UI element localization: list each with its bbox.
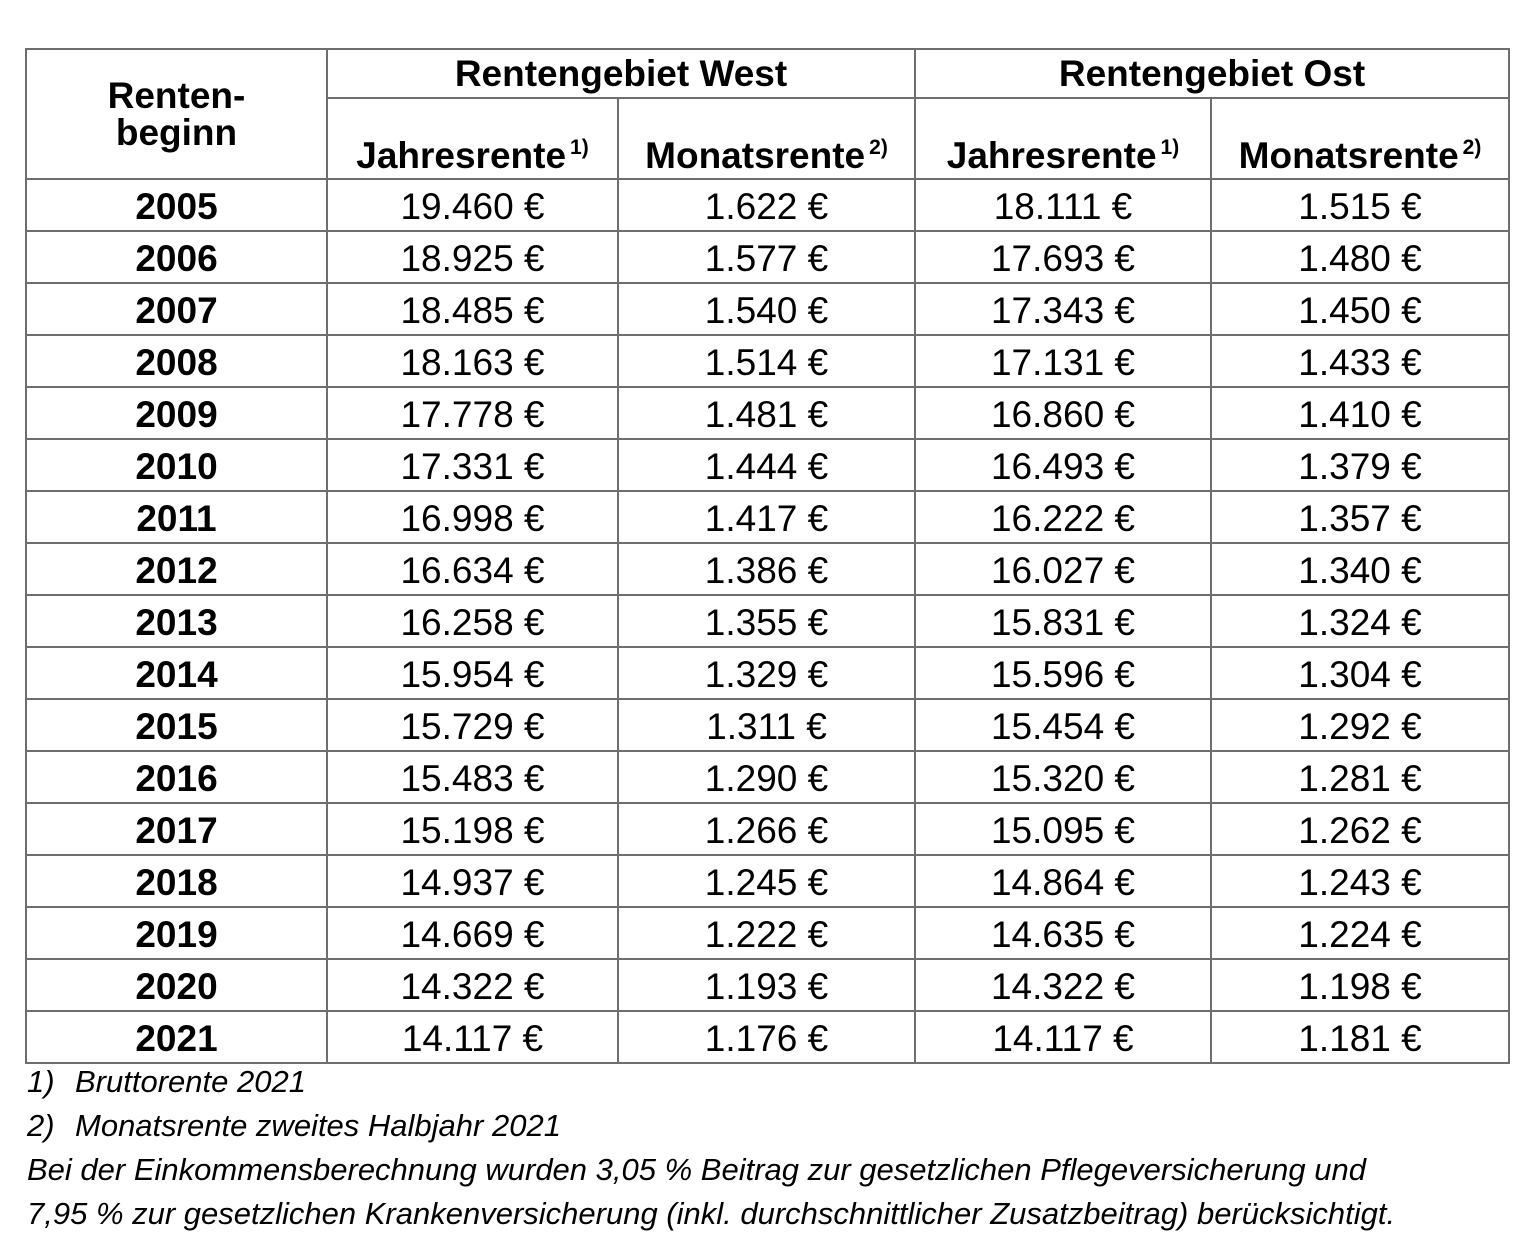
ost-monatsrente-cell: 1.292 € [1211,699,1509,751]
ost-monatsrente-header [1211,98,1509,179]
year-cell: 2013 [26,595,327,647]
table-row [26,491,1509,543]
footnote-marker: 2) [1462,136,1482,159]
table-row [26,907,1509,959]
west-monatsrente-cell: 1.514 € [618,335,915,387]
table-row [26,335,1509,387]
footnote-2-text: Monatsrente zweites Halbjahr 2021 [75,1108,561,1143]
ost-monatsrente-cell: 1.304 € [1211,647,1509,699]
year-cell: 2016 [26,751,327,803]
ost-group-header: Rentengebiet Ost [915,49,1509,98]
west-jahresrente-cell: 14.669 € [327,907,618,959]
ost-jahresrente-header [915,98,1211,179]
footnote-2-number: 2) [27,1108,55,1143]
ost-jahresrente-cell: 14.117 € [915,1011,1211,1063]
west-jahresrente-cell: 14.117 € [327,1011,618,1063]
west-jahresrente-cell: 16.634 € [327,543,618,595]
west-jahresrente-cell: 15.483 € [327,751,618,803]
year-cell: 2006 [26,231,327,283]
west-monatsrente-cell: 1.386 € [618,543,915,595]
ost-jahresrente-cell: 16.222 € [915,491,1211,543]
west-jahresrente-cell: 14.322 € [327,959,618,1011]
table-row [26,699,1509,751]
table-row [26,855,1509,907]
table-row [26,179,1509,231]
ost-jahresrente-cell: 16.493 € [915,439,1211,491]
west-monatsrente-cell: 1.540 € [618,283,915,335]
column-label: Jahresrente [946,135,1157,176]
west-monatsrente-cell: 1.444 € [618,439,915,491]
note-line-3: Bei der Einkommensberechnung wurden 3,05 % Beitrag zur gesetzlichen Pflegeversicherung und [27,1152,1366,1187]
ost-monatsrente-cell: 1.410 € [1211,387,1509,439]
year-cell: 2015 [26,699,327,751]
rentenbeginn-line1: Renten- [107,75,246,116]
west-monatsrente-cell: 1.290 € [618,751,915,803]
year-cell: 2007 [26,283,327,335]
footnote-2 [27,1104,1517,1148]
rentenbeginn-line2: beginn [115,112,238,153]
west-jahresrente-cell: 17.778 € [327,387,618,439]
year-cell: 2021 [26,1011,327,1063]
ost-jahresrente-cell: 15.095 € [915,803,1211,855]
ost-monatsrente-cell: 1.243 € [1211,855,1509,907]
west-jahresrente-cell: 18.925 € [327,231,618,283]
west-group-header: Rentengebiet West [327,49,915,98]
table-row [26,543,1509,595]
ost-monatsrente-cell: 1.281 € [1211,751,1509,803]
table-row [26,595,1509,647]
west-jahresrente-cell: 18.485 € [327,283,618,335]
footnote-1 [27,1060,1517,1104]
footnote-marker: 2) [869,136,888,159]
west-jahresrente-cell: 16.258 € [327,595,618,647]
year-cell: 2010 [26,439,327,491]
ost-monatsrente-cell: 1.262 € [1211,803,1509,855]
ost-monatsrente-cell: 1.480 € [1211,231,1509,283]
west-jahresrente-cell: 14.937 € [327,855,618,907]
west-jahresrente-cell: 18.163 € [327,335,618,387]
table-row [26,959,1509,1011]
footnote-marker: 1) [1160,136,1180,159]
ost-jahresrente-cell: 14.322 € [915,959,1211,1011]
west-monatsrente-cell: 1.577 € [618,231,915,283]
footnote-1-number: 1) [27,1064,55,1099]
table-row [26,647,1509,699]
west-monatsrente-cell: 1.311 € [618,699,915,751]
table-row [26,751,1509,803]
year-cell: 2008 [26,335,327,387]
ost-monatsrente-cell: 1.433 € [1211,335,1509,387]
west-monatsrente-cell: 1.622 € [618,179,915,231]
ost-jahresrente-cell: 15.831 € [915,595,1211,647]
ost-monatsrente-cell: 1.340 € [1211,543,1509,595]
ost-jahresrente-cell: 17.131 € [915,335,1211,387]
column-label: Jahresrente [356,135,567,176]
ost-monatsrente-cell: 1.357 € [1211,491,1509,543]
year-cell: 2020 [26,959,327,1011]
west-monatsrente-cell: 1.329 € [618,647,915,699]
west-jahresrente-cell: 15.198 € [327,803,618,855]
ost-jahresrente-cell: 16.027 € [915,543,1211,595]
ost-jahresrente-cell: 14.635 € [915,907,1211,959]
west-monatsrente-cell: 1.266 € [618,803,915,855]
table-row [26,439,1509,491]
table-row [26,803,1509,855]
west-monatsrente-header [618,98,915,179]
ost-monatsrente-cell: 1.198 € [1211,959,1509,1011]
ost-monatsrente-cell: 1.324 € [1211,595,1509,647]
year-cell: 2005 [26,179,327,231]
ost-jahresrente-cell: 17.693 € [915,231,1211,283]
ost-monatsrente-cell: 1.450 € [1211,283,1509,335]
west-jahresrente-cell: 19.460 € [327,179,618,231]
west-jahresrente-cell: 15.729 € [327,699,618,751]
west-jahresrente-header [327,98,618,179]
year-cell: 2009 [26,387,327,439]
west-monatsrente-cell: 1.417 € [618,491,915,543]
table-row [26,387,1509,439]
ost-monatsrente-cell: 1.224 € [1211,907,1509,959]
ost-monatsrente-cell: 1.515 € [1211,179,1509,231]
footnote-1-text: Bruttorente 2021 [75,1064,306,1099]
ost-jahresrente-cell: 14.864 € [915,855,1211,907]
pension-table [25,48,1510,1064]
column-label: Monatsrente [645,135,866,176]
west-jahresrente-cell: 15.954 € [327,647,618,699]
west-monatsrente-cell: 1.355 € [618,595,915,647]
west-monatsrente-cell: 1.245 € [618,855,915,907]
note-line-4: 7,95 % zur gesetzlichen Krankenversicherung (inkl. durchschnittlicher Zusatzbeitrag) berücksichtigt. [27,1196,1396,1231]
ost-jahresrente-cell: 16.860 € [915,387,1211,439]
rentenbeginn-header [26,49,327,179]
table-body [26,179,1509,1063]
ost-jahresrente-cell: 15.596 € [915,647,1211,699]
west-jahresrente-cell: 16.998 € [327,491,618,543]
year-cell: 2017 [26,803,327,855]
ost-jahresrente-cell: 15.454 € [915,699,1211,751]
ost-jahresrente-cell: 17.343 € [915,283,1211,335]
table-row [26,1011,1509,1063]
ost-jahresrente-cell: 18.111 € [915,179,1211,231]
table-row [26,231,1509,283]
west-jahresrente-cell: 17.331 € [327,439,618,491]
year-cell: 2018 [26,855,327,907]
year-cell: 2012 [26,543,327,595]
ost-monatsrente-cell: 1.181 € [1211,1011,1509,1063]
year-cell: 2019 [26,907,327,959]
column-label: Monatsrente [1238,135,1459,176]
ost-jahresrente-cell: 15.320 € [915,751,1211,803]
west-monatsrente-cell: 1.481 € [618,387,915,439]
footnote-marker: 1) [570,136,589,159]
west-monatsrente-cell: 1.222 € [618,907,915,959]
year-cell: 2011 [26,491,327,543]
west-monatsrente-cell: 1.193 € [618,959,915,1011]
table-row [26,283,1509,335]
footnotes [27,1060,1517,1236]
west-monatsrente-cell: 1.176 € [618,1011,915,1063]
ost-monatsrente-cell: 1.379 € [1211,439,1509,491]
year-cell: 2014 [26,647,327,699]
